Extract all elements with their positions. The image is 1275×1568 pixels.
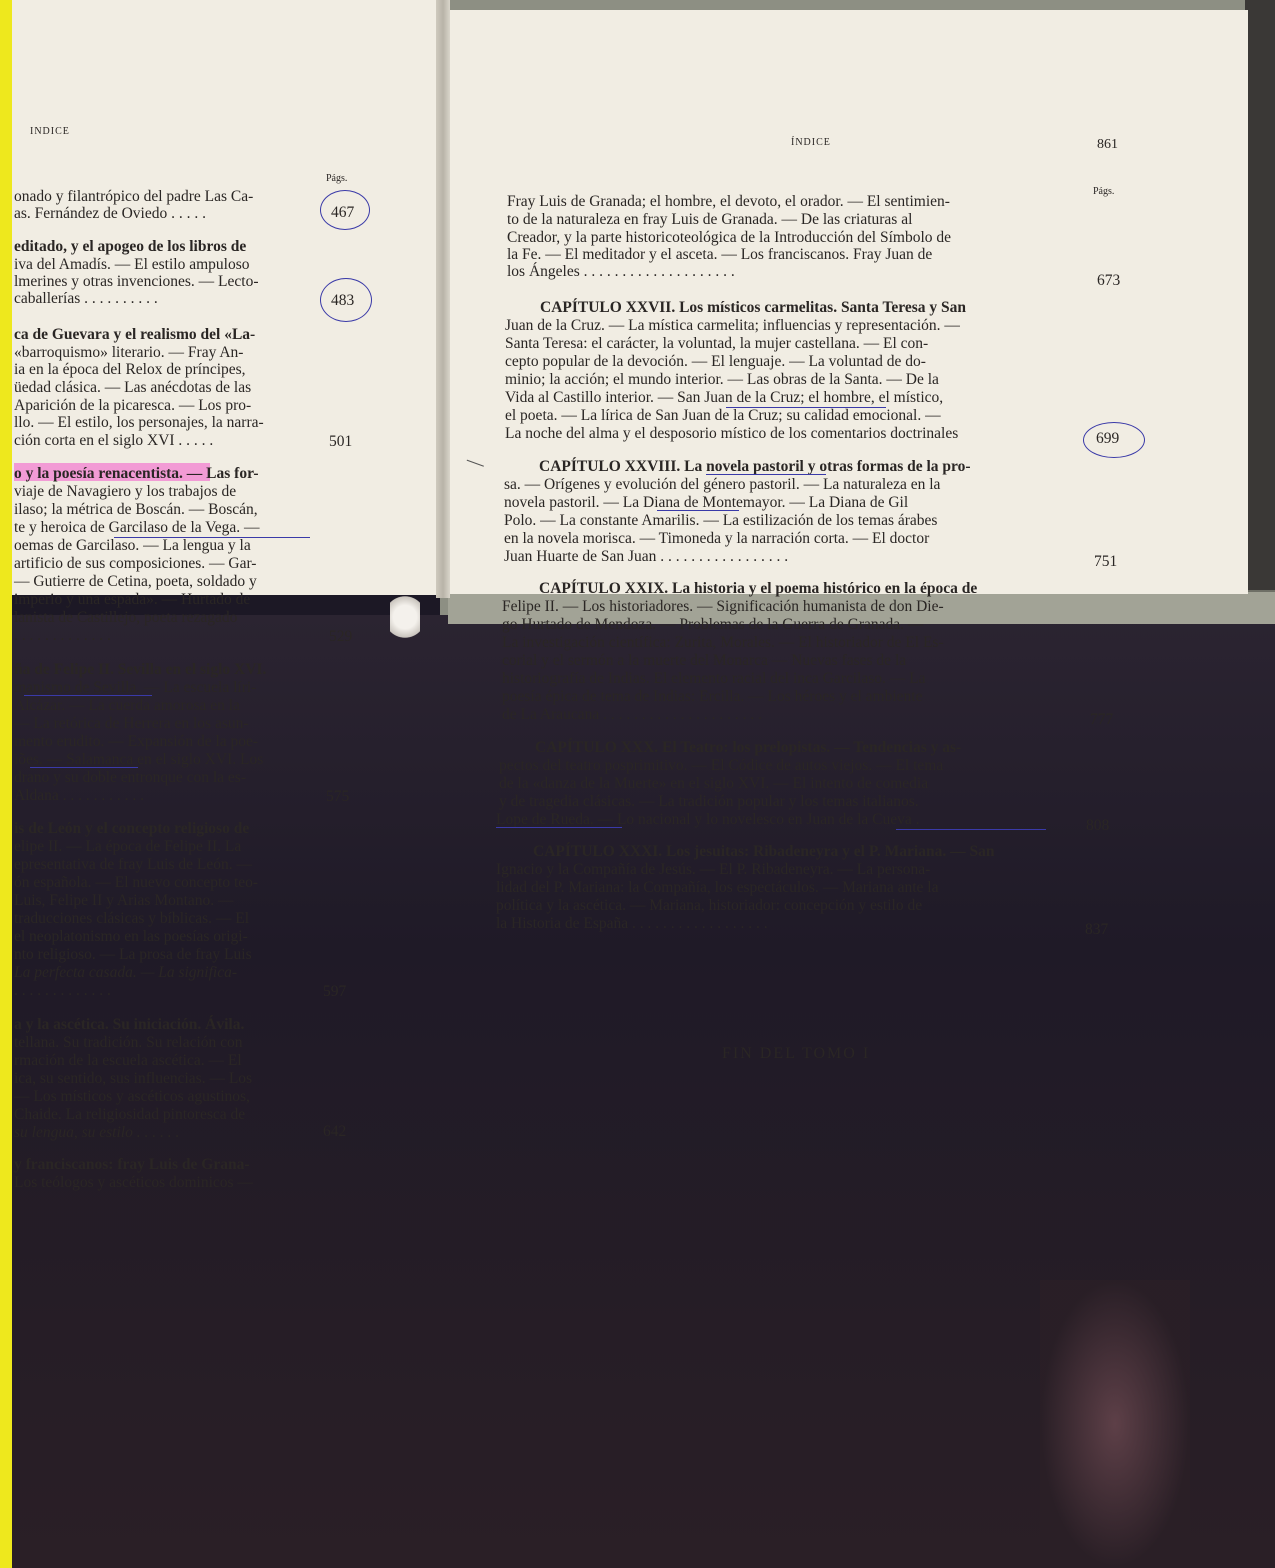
left-line: Los teólogos y ascéticos dominicos — xyxy=(14,1174,253,1191)
left-line: ña de Felipe II. Sevilla en el siglo XVI. xyxy=(14,661,267,678)
right-page-number: 837 xyxy=(1085,921,1109,938)
right-line: CAPÍTULO XXVIII. La novela pastoril y otras formas de la pro- xyxy=(539,458,971,475)
right-line: Felipe II. — Los historiadores. — Significación humanista de don Die- xyxy=(502,598,944,615)
left-line: «barroquismo» literario. — Fray An- xyxy=(14,344,244,361)
right-line: los Ángeles . . . . . . . . . . . . . . . . . . . . xyxy=(507,263,735,280)
right-line: pectos del teatro posprimitivo. — El Códice de autos viejos. — El tema xyxy=(499,757,944,774)
left-line: ica, su sentido, sus influencias. — Los xyxy=(14,1070,253,1087)
left-page-number: 597 xyxy=(323,983,347,1000)
left-line: Chaide. La religiosidad pintoresca de xyxy=(14,1106,246,1123)
right-line: La noche del alma y el desposorio místico de los comentarios doctrinales xyxy=(505,425,959,442)
right-line: sa. — Orígenes y evolución del género pastoril. — La naturaleza en la xyxy=(504,476,941,493)
left-line: mento erudito. — Expansión de la poe- xyxy=(14,733,259,750)
left-line: ción corta en el siglo XVI . . . . . xyxy=(14,432,214,449)
left-line: Aldana . . . . . . . . . . . xyxy=(14,787,145,804)
left-line: epresentativa de fray Luis de León. — xyxy=(14,856,253,873)
pen-circle xyxy=(320,278,372,322)
left-line: su lengua, su estilo . . . . . . xyxy=(14,1124,180,1141)
left-line: y franciscanos: fray Luis de Grana- xyxy=(14,1156,250,1173)
pen-underline xyxy=(30,767,138,768)
pen-underline xyxy=(496,827,622,828)
right-line: Polo. — La constante Amarilis. — La estilización de los temas árabes xyxy=(504,512,938,529)
left-line: ca de Guevara y el realismo del «La- xyxy=(14,326,256,343)
right-folio: 861 xyxy=(1097,137,1118,152)
left-line: lmerines y otras invenciones. — Lecto- xyxy=(14,273,259,290)
left-line: ón española. — El nuevo concepto teo- xyxy=(14,874,259,891)
left-line: el neoplatonismo en las poesías origi- xyxy=(14,928,248,945)
left-line: üedad clásica. — Las anécdotas de las xyxy=(14,379,252,396)
left-line: te y heroica de Garcilaso de la Vega. — xyxy=(14,519,260,536)
right-page-number: 751 xyxy=(1094,553,1118,570)
left-line: viaje de Navagiero y los trabajos de xyxy=(14,483,237,500)
left-header: INDICE xyxy=(30,126,70,137)
left-line: onado y filantrópico del padre Las Ca- xyxy=(14,188,254,205)
left-line: ilaso; la métrica de Boscán. — Boscán, xyxy=(14,501,258,518)
left-line: Alcázar. — La cuerda amorosa en la xyxy=(14,697,240,714)
right-line: corial y el sermón a la muerte del Monarca — Nuevas fases de la xyxy=(502,652,907,669)
left-line: . . . . . . . . . . . . . xyxy=(14,627,111,644)
left-line: imperio y una espada». — Hurtado de xyxy=(14,591,251,608)
left-line: traducciones clásicas y bíblicas. — El xyxy=(14,910,250,927)
pen-circle xyxy=(320,190,370,230)
right-line: CAPÍTULO XXVII. Los místicos carmelitas. Santa Teresa y San xyxy=(540,299,966,316)
right-line: historiografía de Indias. El elemento racial del inca Garcilaso. — La xyxy=(502,670,926,687)
right-line: Santa Teresa: el carácter, la voluntad, la mujer castellana. — El con- xyxy=(505,335,929,352)
left-line: iva del Amadís. — El estilo ampuloso xyxy=(14,256,250,273)
background-glow xyxy=(1040,1280,1190,1568)
left-pags-label: Págs. xyxy=(326,173,348,184)
left-page-number: 467 xyxy=(331,204,355,221)
right-line: la Historia de España . . . . . . . . . . . . . . . . . . xyxy=(496,915,768,932)
right-page-number: 673 xyxy=(1097,272,1121,289)
right-line: minio; la acción; el mundo interior. — Las obras de la Santa. — De la xyxy=(505,371,939,388)
right-line: Juan de la Cruz. — La mística carmelita; influencias y representación. — xyxy=(505,317,960,334)
left-line: is de León y el concepto religioso de xyxy=(14,820,250,837)
right-page-number: 777 xyxy=(1090,711,1114,728)
right-line: Ignacio y la Compañía de Jesús. — El P. Ribadeneyra. — La persona- xyxy=(496,861,931,878)
left-line: llo. — El estilo, los personajes, la narra- xyxy=(14,414,264,431)
left-line: — La retórica de Herrera en los asun- xyxy=(14,715,249,732)
left-line: nto religioso. — La prosa de fray Luis xyxy=(14,946,252,963)
right-line: política y la ascética. — Mariana, historiador: concepción y estilo de xyxy=(496,897,923,914)
right-pags-label: Págs. xyxy=(1093,186,1115,197)
right-line: CAPÍTULO XXIX. La historia y el poema histórico en la época de xyxy=(539,580,978,597)
right-line: de la «danza de la Muerte» en el siglo XVI. — El intento de comedia xyxy=(499,775,929,792)
right-page-number: 808 xyxy=(1086,817,1110,834)
pen-underline xyxy=(706,474,826,475)
right-line: novela pastoril. — La Diana de Montemayor. — La Diana de Gil xyxy=(504,494,909,511)
right-line: La investigación científica: Zurita, Morales. — El historiador de El Es- xyxy=(502,634,944,651)
right-line: y de tragedia clásicas. — La tradición popular y los temas italianos. xyxy=(499,793,919,810)
left-line: iões. — Salamanca en el siglo XVI. Los xyxy=(14,751,264,768)
left-line: tellana. Su tradición. Su relación con xyxy=(14,1034,243,1051)
left-line: artificio de sus composiciones. — Gar- xyxy=(14,555,257,572)
left-line: a y la ascética. Su iniciación. Ávila. xyxy=(14,1016,245,1033)
left-line: Aparición de la picaresca. — Los pro- xyxy=(14,397,252,414)
left-line: rmación de la escuela ascética. — El xyxy=(14,1052,242,1069)
right-header: ÍNDICE xyxy=(791,137,831,148)
right-line: go Hurtado de Mendoza. — Problemas de la Guerra de Granada. — xyxy=(502,616,924,633)
right-line: CAPÍTULO XXX. El Teatro: los prelopistas. — Tendencias y as- xyxy=(535,739,962,756)
pen-underline xyxy=(24,695,152,696)
left-page-number: 501 xyxy=(329,433,353,450)
left-page-number: 483 xyxy=(331,292,355,309)
right-line: to de la naturaleza en fray Luis de Granada. — De las criaturas al xyxy=(507,211,913,228)
left-line: editado, y el apogeo de los libros de xyxy=(14,238,247,255)
right-line: de La Araucana . . . . . . . . . . . . . . . . . . . . . xyxy=(502,706,762,723)
left-line: drano y su doble entronque con la es- xyxy=(14,769,247,786)
pen-circle xyxy=(1083,422,1145,458)
left-line: La perfecta casada. — La significa- xyxy=(14,964,238,981)
right-line: la Fe. — El meditador y el asceta. — Los franciscanos. Fray Juan de xyxy=(507,246,933,263)
right-line: en la novela morisca. — Timoneda y la narración corta. — El doctor xyxy=(504,530,930,547)
bookmark-ribbon xyxy=(390,592,420,642)
left-line: caballerías . . . . . . . . . . xyxy=(14,290,158,307)
right-line: Fray Luis de Granada; el hombre, el devoto, el orador. — El sentimien- xyxy=(507,193,950,210)
right-line: Vida al Castillo interior. — San Juan de la Cruz; el hombre, el místico, xyxy=(505,389,944,406)
left-line: o y la poesía renacentista. — Las for- xyxy=(14,465,259,482)
left-page-number: 529 xyxy=(329,628,353,645)
highlighter-edge xyxy=(0,0,12,1568)
left-line: ia en la época del Relox de príncipes, xyxy=(14,361,246,378)
left-line: . . . . . . . . . . . . . xyxy=(14,982,111,999)
right-line: CAPÍTULO XXXI. Los jesuitas: Ribadeneyra y el P. Mariana. — San xyxy=(533,843,995,860)
pen-underline xyxy=(726,407,886,408)
right-line: cepto popular de la devoción. — El lenguaje. — La voluntad de do- xyxy=(505,353,926,370)
left-line: oemas de Garcilaso. — La lengua y la xyxy=(14,537,251,554)
left-page-number: 642 xyxy=(323,1123,347,1140)
right-line: lidad del P. Mariana: la Compañía, los espectáculos. — Mariana ante la xyxy=(496,879,939,896)
left-line: — Gutierre de Cetina, poeta, soldado y xyxy=(14,573,257,590)
left-line: Luis, Felipe II y Arias Montano. — xyxy=(14,892,234,909)
left-line: as. Fernández de Oviedo . . . . . xyxy=(14,205,206,222)
pen-underline xyxy=(896,829,1046,830)
left-line: elipe II. — La época de Felipe II. La xyxy=(14,838,242,855)
book-gutter xyxy=(436,0,450,598)
left-line: manismo de Sevilla. — La escuela líri- xyxy=(14,679,257,696)
end-of-volume-text: FIN DEL TOMO I xyxy=(722,1045,871,1062)
right-page-number: 699 xyxy=(1096,430,1120,447)
left-line: lanista de Castillejo, poeta rezagado xyxy=(14,609,238,626)
book-spine-shadow xyxy=(1245,0,1275,600)
right-line: el poeta. — La lírica de San Juan de la Cruz; su calidad emocional. — xyxy=(505,407,941,424)
pen-underline xyxy=(114,537,310,538)
right-line: Juan Huarte de San Juan . . . . . . . . . . . . . . . . . xyxy=(504,548,789,565)
left-line: — Los místicos y ascéticos agustinos, xyxy=(14,1088,250,1105)
right-line: poesía épica de tema de Indias: Ercilla. — Los héroes y el ambiente xyxy=(502,688,923,705)
pen-underline xyxy=(657,510,739,511)
right-line: Lope de Rueda. — Lo nacional y lo novelesco en Juan de la Cueva . xyxy=(496,811,920,828)
right-line: Creador, y la parte historicoteológica de la Introducción del Símbolo de xyxy=(507,229,952,246)
left-page-number: 575 xyxy=(326,788,350,805)
